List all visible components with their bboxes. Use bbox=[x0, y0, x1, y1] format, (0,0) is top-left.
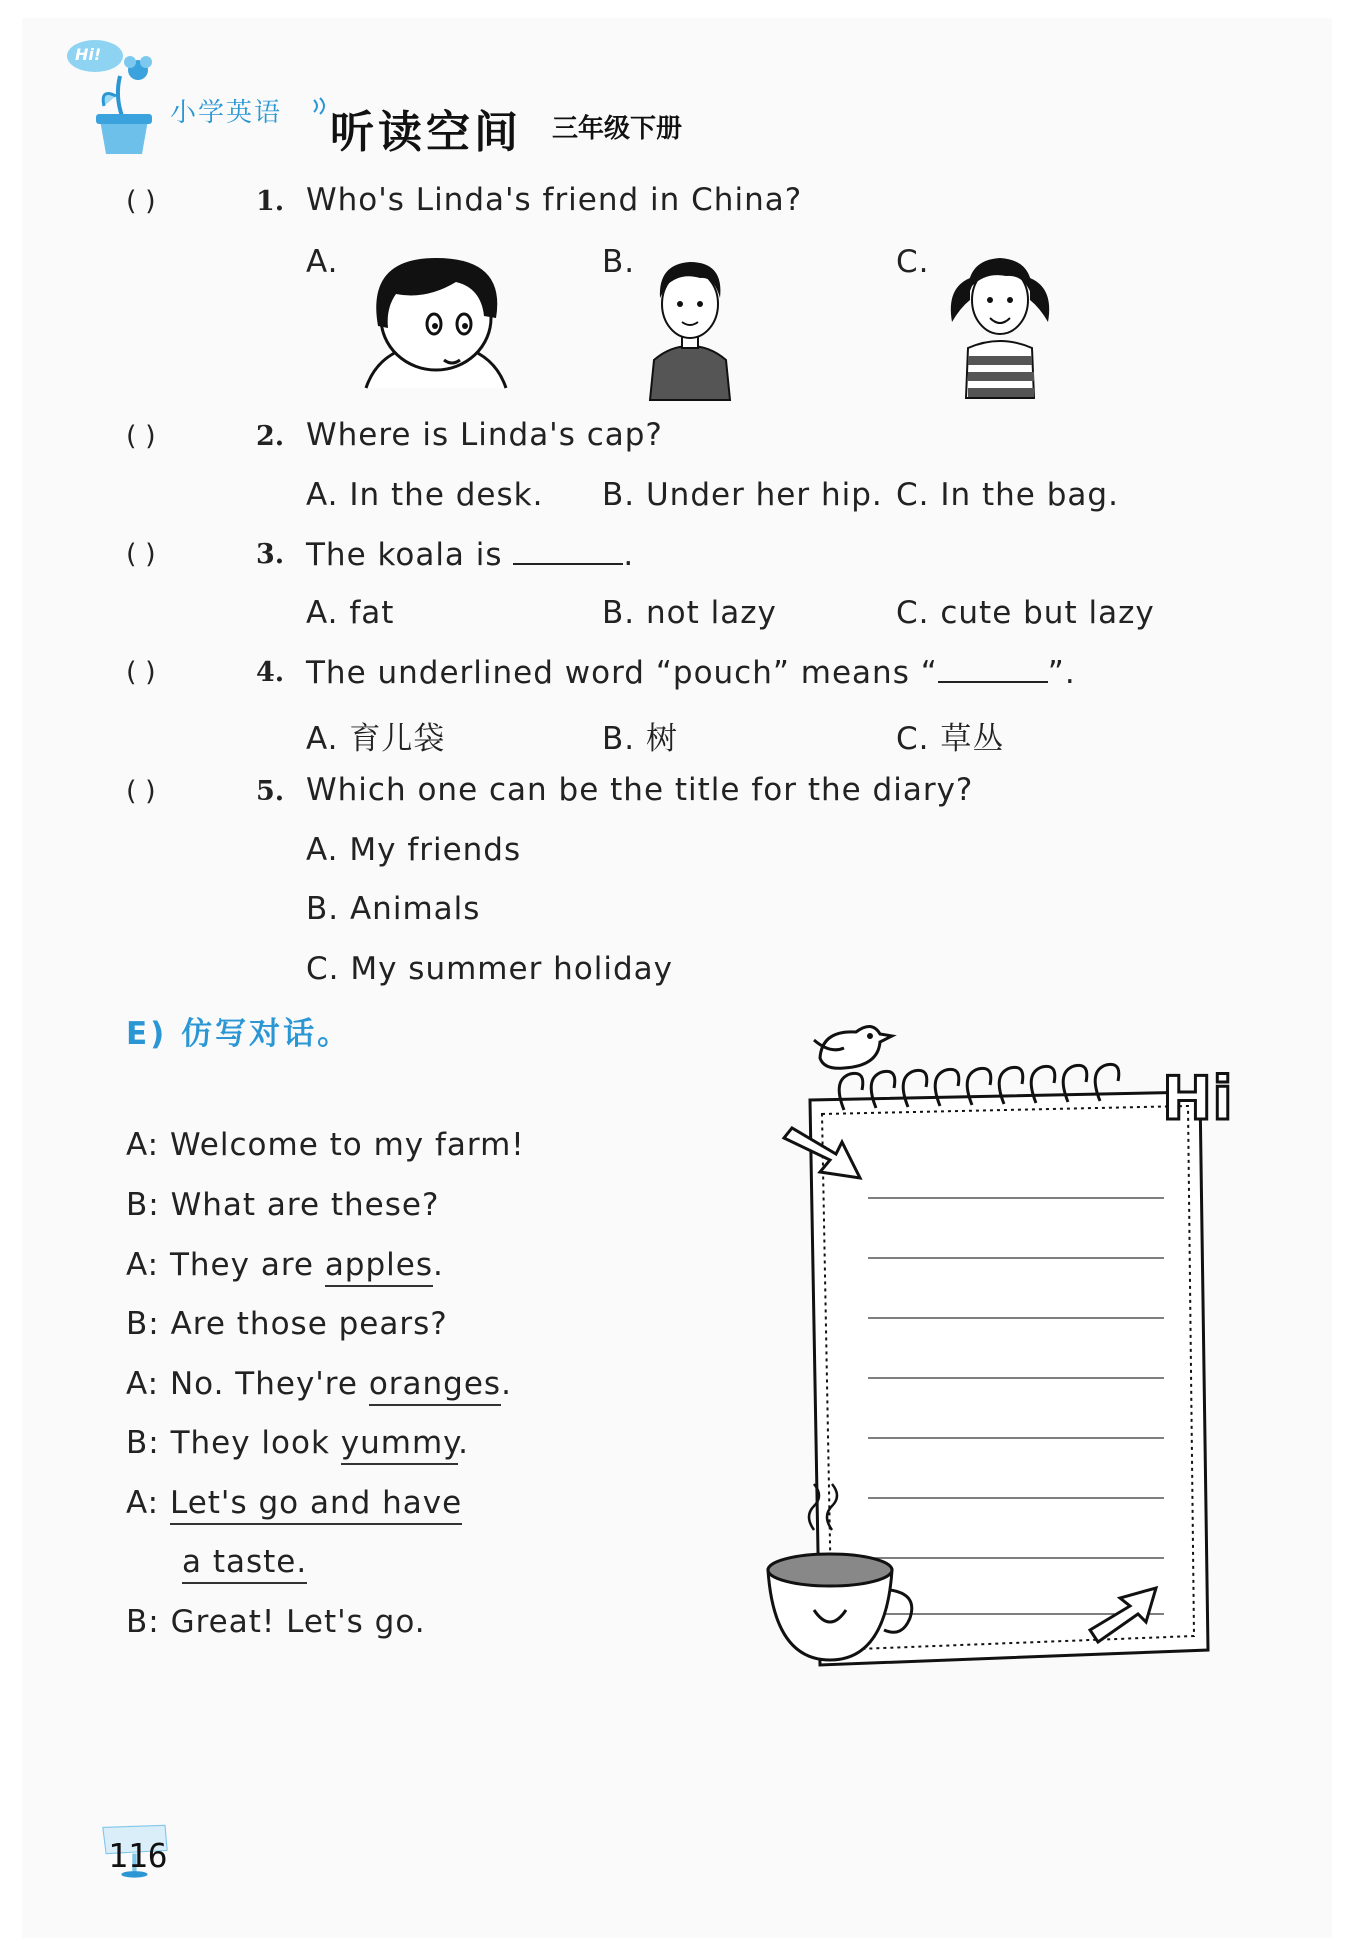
option-b: B. Under her hip. bbox=[602, 477, 883, 513]
speaker: B: bbox=[126, 1306, 160, 1342]
question-text-end: ”. bbox=[1047, 655, 1076, 691]
option-b: B. Animals bbox=[306, 891, 481, 927]
dialogue-line bbox=[126, 1366, 512, 1402]
option-c: C. My summer holiday bbox=[306, 951, 674, 987]
question-text: Where is Linda's cap? bbox=[306, 417, 663, 453]
dialogue-line bbox=[126, 1604, 426, 1640]
line-punct: . bbox=[433, 1247, 444, 1283]
line-text: Great! Let's go. bbox=[170, 1604, 426, 1640]
writing-notepad bbox=[760, 1010, 1250, 1680]
girl-pigtails-illustration bbox=[940, 238, 1060, 400]
dialogue-line bbox=[126, 1425, 469, 1461]
dialogue-line bbox=[126, 1187, 439, 1223]
dialogue-line bbox=[126, 1127, 525, 1163]
speaker: A: bbox=[126, 1485, 160, 1521]
speaker: A: bbox=[126, 1247, 160, 1283]
option-a: A. In the desk. bbox=[306, 477, 544, 513]
line-text: Are those pears? bbox=[170, 1306, 448, 1342]
question-text bbox=[306, 653, 1076, 691]
question-text-end: . bbox=[623, 537, 635, 573]
series-name: 小学英语 bbox=[170, 98, 283, 128]
question-number: 4. bbox=[256, 657, 285, 688]
question-text bbox=[306, 535, 634, 573]
question-text-start: The underlined word “pouch” means “ bbox=[306, 655, 938, 691]
dialogue-line bbox=[126, 1485, 462, 1521]
section-e-title: E) 仿写对话。 bbox=[126, 1016, 352, 1052]
question-text: Which one can be the title for the diary? bbox=[306, 772, 974, 808]
answer-bracket[interactable]: ( ) bbox=[126, 539, 156, 570]
line-text: Welcome to my farm! bbox=[169, 1127, 525, 1163]
underlined-word: oranges bbox=[369, 1366, 501, 1406]
line-text: What are these? bbox=[170, 1187, 440, 1223]
option-c: C. bbox=[896, 244, 930, 280]
speaker: A: bbox=[126, 1127, 160, 1163]
underlined-word: yummy bbox=[341, 1425, 458, 1465]
question-number: 5. bbox=[256, 776, 285, 807]
answer-bracket[interactable]: ( ) bbox=[126, 186, 156, 217]
underlined-phrase: Let's go and have bbox=[170, 1485, 462, 1525]
dialogue-line bbox=[126, 1306, 448, 1342]
dialogue-line bbox=[126, 1247, 444, 1283]
speaker: B: bbox=[126, 1425, 160, 1461]
question-number: 2. bbox=[256, 421, 285, 452]
option-b: B. 树 bbox=[602, 721, 678, 757]
line-text: They are bbox=[169, 1247, 325, 1283]
underlined-word: apples bbox=[325, 1247, 433, 1287]
question-text-start: The koala is bbox=[306, 537, 503, 573]
book-title: 听读空间 bbox=[330, 107, 522, 158]
speaker: B: bbox=[126, 1604, 160, 1640]
hi-badge-text: Hi! bbox=[75, 45, 102, 64]
fill-in-blank[interactable] bbox=[938, 653, 1048, 683]
option-a: A. fat bbox=[306, 595, 395, 631]
option-b: B. not lazy bbox=[602, 595, 777, 631]
question-number: 1. bbox=[256, 186, 285, 217]
option-c: C. cute but lazy bbox=[896, 595, 1155, 631]
girl-short-hair-illustration bbox=[356, 248, 516, 398]
question-number: 3. bbox=[256, 539, 285, 570]
answer-bracket[interactable]: ( ) bbox=[126, 421, 156, 452]
option-a: A. bbox=[306, 244, 339, 280]
question-text: Who's Linda's friend in China? bbox=[306, 182, 803, 218]
dialogue-line bbox=[182, 1544, 307, 1580]
fill-in-blank[interactable] bbox=[513, 535, 623, 565]
answer-bracket[interactable]: ( ) bbox=[126, 776, 156, 807]
notepad-hi-badge: Hi bbox=[1162, 1064, 1233, 1134]
speaker: A: bbox=[126, 1366, 160, 1402]
option-c: C. In the bag. bbox=[896, 477, 1119, 513]
line-text: No. They're bbox=[169, 1366, 369, 1402]
option-a: A. My friends bbox=[306, 832, 522, 868]
bird-icon bbox=[814, 1026, 892, 1068]
underlined-phrase: a taste. bbox=[182, 1544, 307, 1584]
line-punct: . bbox=[458, 1425, 469, 1461]
line-text: They look bbox=[170, 1425, 341, 1461]
speaker: B: bbox=[126, 1187, 160, 1223]
option-a: A. 育儿袋 bbox=[306, 721, 446, 757]
option-b: B. bbox=[602, 244, 636, 280]
boy-illustration bbox=[640, 242, 740, 402]
option-c: C. 草丛 bbox=[896, 721, 1005, 757]
page-number: 116 bbox=[108, 1836, 168, 1875]
answer-bracket[interactable]: ( ) bbox=[126, 657, 156, 688]
line-punct: . bbox=[501, 1366, 512, 1402]
grade-label: 三年级下册 bbox=[552, 114, 683, 144]
